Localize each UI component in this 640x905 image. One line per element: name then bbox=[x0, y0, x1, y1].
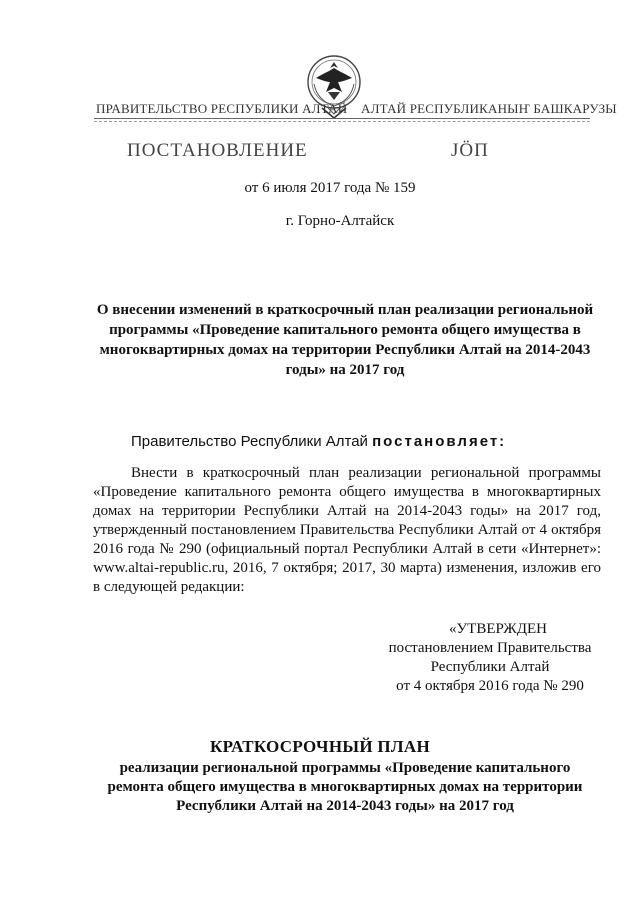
header-rule-secondary bbox=[94, 121, 590, 122]
decree-verb: постановляет: bbox=[372, 433, 507, 450]
approval-line-4: от 4 октября 2016 года № 290 bbox=[396, 678, 584, 694]
plan-subtitle: реализации региональной программы «Проведение капитального ремонта общего имущества в многоквартирных домах на территории Республики Алтай на 2014-2043 годы» на 2017 год bbox=[107, 760, 583, 814]
body-paragraph: Внести в краткосрочный план реализации региональной программы «Проведение капитального ремонта общего имущества в многоквартирных домах на территории Республики Алтай на 2014-2043 годы» на 2017 год, утвержденный постановлением Правительства Республики Алтай от 4 октября 2016 года № 290 (официальный портал Республики Алтай в сети «Интернет»: www.altai-republic.ru, 2016, 7 октября; 2017, 30 марта) изменения, изложив его в следующей редакции: bbox=[93, 465, 601, 595]
date-line: от 6 июля 2017 года № 159 bbox=[244, 180, 416, 196]
resolution-title: О внесении изменений в краткосрочный план реализации региональной программы «Проведение капитального ремонта общего имущества в многоквартирных домах на территории Республики Алтай на 2014-2043 годы» на 2017 год bbox=[96, 302, 594, 378]
approval-line-3: Республики Алтай bbox=[430, 659, 550, 675]
doc-type-ru: ПОСТАНОВЛЕНИЕ bbox=[127, 140, 308, 161]
government-name-alt: АЛТАЙ РЕСПУБЛИКАНЫҤ БАШКАРУЗЫ bbox=[361, 101, 617, 116]
city: г. Горно-Алтайск bbox=[285, 213, 395, 229]
doc-type-alt: ЈӦП bbox=[451, 140, 489, 161]
plan-title: КРАТКОСРОЧНЫЙ ПЛАН bbox=[209, 737, 430, 756]
decree-subject: Правительство Республики Алтай bbox=[131, 433, 368, 450]
government-name-ru: ПРАВИТЕЛЬСТВО РЕСПУБЛИКИ АЛТАЙ bbox=[96, 101, 348, 116]
approval-block bbox=[380, 620, 600, 696]
approval-line-1: «УТВЕРЖДЕН bbox=[449, 621, 547, 637]
header-rule bbox=[94, 118, 590, 119]
decree-line bbox=[131, 433, 506, 450]
approval-line-2: постановлением Правительства bbox=[388, 640, 592, 656]
